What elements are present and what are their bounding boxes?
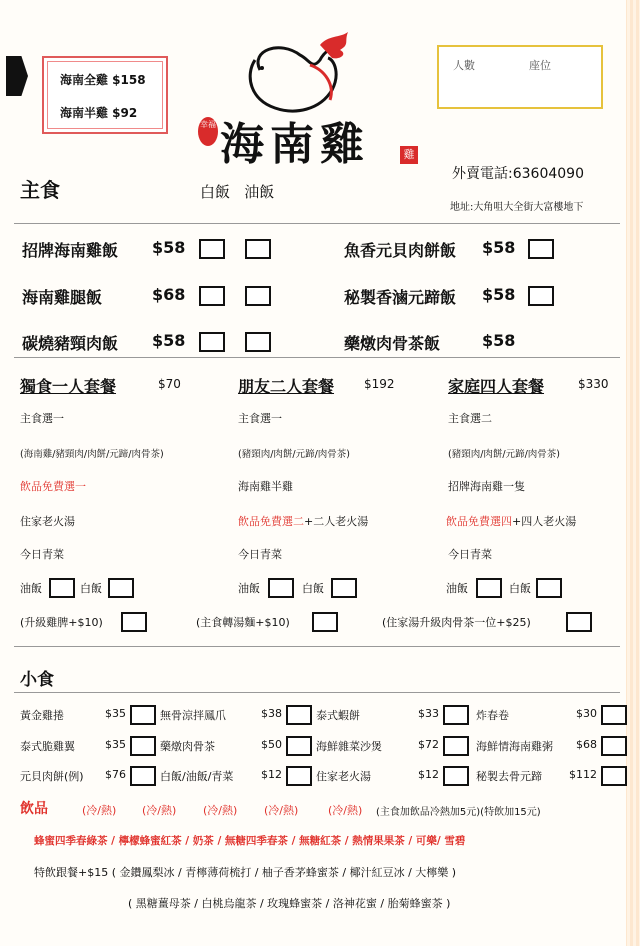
- set-drink-soup: [446, 513, 576, 529]
- checkbox[interactable]: [130, 705, 156, 725]
- checkbox[interactable]: [528, 286, 554, 306]
- address: 地址:大角咀大全街大富樓地下: [450, 202, 584, 213]
- set-line: (海南雞/豬頸肉/肉餅/元蹄/肉骨茶): [20, 449, 164, 460]
- main-item-price: $58: [152, 238, 186, 257]
- checkbox[interactable]: [286, 736, 312, 756]
- set-line: 海南雞半雞: [238, 480, 293, 493]
- checkbox[interactable]: [443, 736, 469, 756]
- snack-price: $12: [261, 768, 282, 781]
- checkbox[interactable]: [121, 612, 147, 632]
- oil-rice-label: 油飯: [446, 582, 468, 595]
- checkbox[interactable]: [331, 578, 357, 598]
- snack-name: 秘製去骨元蹄: [476, 770, 542, 783]
- snack-name: 住家老火湯: [316, 770, 371, 783]
- hot-cold-tag: (冷/熱): [82, 804, 117, 817]
- main-item-price: $58: [482, 285, 516, 304]
- hot-cold-tag: (冷/熱): [264, 804, 299, 817]
- snack-name: 泰式蝦餅: [316, 709, 360, 722]
- snack-price: $33: [418, 707, 439, 720]
- snack-price: $35: [105, 707, 126, 720]
- checkbox[interactable]: [199, 286, 225, 306]
- checkbox[interactable]: [286, 766, 312, 786]
- set-line: 招牌海南雞一隻: [448, 480, 525, 493]
- main-item-price: $68: [152, 285, 186, 304]
- set-soup: +二人老火湯: [304, 515, 369, 528]
- checkbox[interactable]: [566, 612, 592, 632]
- snack-name: 海鮮雜菜沙煲: [316, 740, 382, 753]
- set-line: 今日青菜: [20, 548, 64, 561]
- main-item-name: 海南雞腿飯: [22, 288, 103, 307]
- checkbox[interactable]: [130, 766, 156, 786]
- hot-cold-tag: (冷/熱): [142, 804, 177, 817]
- half-chicken-price: 海南半雞 $92: [60, 106, 138, 120]
- snack-price: $50: [261, 738, 282, 751]
- snack-name: 黃金雞捲: [20, 709, 64, 722]
- checkbox[interactable]: [286, 705, 312, 725]
- snack-price: $12: [418, 768, 439, 781]
- checkbox[interactable]: [108, 578, 134, 598]
- main-item-price: $58: [482, 331, 516, 350]
- brand-side-seal: 雞: [400, 146, 418, 164]
- order-box[interactable]: [437, 45, 603, 109]
- set-upgrade: (主食轉湯麵+$10): [196, 616, 290, 629]
- snack-price: $72: [418, 738, 439, 751]
- checkbox[interactable]: [199, 332, 225, 352]
- set-line: 主食選二: [448, 412, 492, 425]
- checkbox[interactable]: [49, 578, 75, 598]
- set-price: $192: [364, 377, 395, 391]
- white-rice-label: 白飯: [302, 582, 324, 595]
- oil-rice-label: 油飯: [20, 582, 42, 595]
- set-line: (豬頸肉/肉餅/元蹄/肉骨茶): [238, 449, 351, 460]
- set-line: 主食選一: [238, 412, 282, 425]
- checkbox[interactable]: [528, 239, 554, 259]
- snack-name: 泰式脆雞翼: [20, 740, 75, 753]
- checkbox[interactable]: [245, 332, 271, 352]
- snacks-heading: 小食: [20, 670, 54, 690]
- set-title: 獨食一人套餐: [20, 377, 117, 396]
- snack-name: 藥燉肉骨茶: [160, 740, 215, 753]
- oil-rice-label: 油飯: [238, 582, 260, 595]
- set-title: 家庭四人套餐: [448, 377, 545, 396]
- divider: [14, 223, 620, 224]
- set-soup: +四人老火湯: [512, 515, 577, 528]
- rooster-logo-icon: [240, 30, 360, 120]
- mains-rice-options: 白飯 油飯: [200, 183, 275, 201]
- checkbox[interactable]: [443, 766, 469, 786]
- set-line: 今日青菜: [448, 548, 492, 561]
- checkbox[interactable]: [245, 239, 271, 259]
- main-item-name: 藥燉肉骨茶飯: [344, 334, 441, 353]
- set-line: 主食選一: [20, 412, 64, 425]
- main-item-price: $58: [482, 238, 516, 257]
- snack-name: 元貝肉餅(例): [20, 770, 84, 783]
- snack-price: $76: [105, 768, 126, 781]
- set-drink-soup: [238, 513, 368, 529]
- special-drinks: 特飲跟餐+$15 ( 金鑽鳳梨冰 / 青檸薄荷梳打 / 柚子香茅蜂蜜茶 / 椰汁紅豆冰 / 大檸樂 ): [34, 866, 457, 879]
- whole-chicken-price-box: [42, 56, 168, 134]
- white-rice-label: 白飯: [80, 582, 102, 595]
- set-upgrade: (升級雞脾+$10): [20, 616, 103, 629]
- checkbox[interactable]: [245, 286, 271, 306]
- set-price: $70: [158, 377, 181, 391]
- divider: [14, 692, 620, 693]
- set-line: 今日青菜: [238, 548, 282, 561]
- main-item-price: $58: [152, 331, 186, 350]
- checkbox[interactable]: [601, 705, 627, 725]
- whole-chicken-price: 海南全雞 $158: [60, 73, 146, 87]
- checkbox[interactable]: [443, 705, 469, 725]
- hot-cold-tag: (冷/熱): [203, 804, 238, 817]
- checkbox[interactable]: [536, 578, 562, 598]
- checkbox[interactable]: [476, 578, 502, 598]
- set-price: $330: [578, 377, 609, 391]
- main-item-name: 秘製香滷元蹄飯: [344, 288, 457, 307]
- hot-cold-tag: (冷/熱): [328, 804, 363, 817]
- main-item-name: 招牌海南雞飯: [22, 241, 119, 260]
- mains-heading: 主食: [20, 178, 60, 202]
- checkbox[interactable]: [601, 766, 627, 786]
- checkbox[interactable]: [130, 736, 156, 756]
- drinks-list: 蜂蜜四季春綠茶 / 檸檬蜂蜜紅茶 / 奶茶 / 無糖四季春茶 / 無糖紅茶 / 熱情果果茶 / 可樂/ 雪碧: [34, 835, 466, 847]
- snack-name: 白飯/油飯/青菜: [160, 770, 234, 783]
- set-free-drink: 飲品免費選四: [446, 515, 512, 528]
- snack-name: 炸春卷: [476, 709, 509, 722]
- drinks-note: (主食加飲品冷熱加5元)(特飲加15元): [376, 807, 541, 818]
- snack-name: 海鮮情海南雞粥: [476, 740, 553, 753]
- snack-price: $38: [261, 707, 282, 720]
- phone: 外賣電話:63604090: [452, 166, 584, 182]
- main-item-name: 魚香元貝肉餅飯: [344, 241, 457, 260]
- set-line: (豬頸肉/肉餅/元蹄/肉骨茶): [448, 449, 561, 460]
- special-drinks-2: ( 黑糖薑母茶 / 白桃烏龍茶 / 玫瑰蜂蜜茶 / 洛神花蜜 / 胎菊蜂蜜茶 ): [128, 897, 451, 910]
- brand-seal: 幸福: [198, 117, 218, 146]
- set-free-drink: 飲品免費選二: [238, 515, 304, 528]
- white-rice-label: 白飯: [509, 582, 531, 595]
- brand-title: 海南雞: [220, 119, 370, 170]
- main-item-name: 碳燒豬頸肉飯: [22, 334, 119, 353]
- set-upgrade: (住家湯升級肉骨茶一位+$25): [382, 616, 531, 629]
- snack-price: $35: [105, 738, 126, 751]
- black-tab-icon: [6, 56, 28, 96]
- people-label: 人數: [453, 59, 475, 72]
- snack-name: 無骨涼拌鳳爪: [160, 709, 226, 722]
- checkbox[interactable]: [601, 736, 627, 756]
- checkbox[interactable]: [312, 612, 338, 632]
- seat-label: 座位: [529, 59, 551, 72]
- drinks-heading: 飲品: [20, 801, 48, 817]
- checkbox[interactable]: [199, 239, 225, 259]
- snack-price: $112: [569, 768, 597, 781]
- snack-price: $30: [576, 707, 597, 720]
- snack-price: $68: [576, 738, 597, 751]
- divider: [14, 646, 620, 647]
- divider: [14, 357, 620, 358]
- checkbox[interactable]: [268, 578, 294, 598]
- set-free-drink: 飲品免費選一: [20, 480, 86, 493]
- set-title: 朋友二人套餐: [238, 377, 335, 396]
- set-line: 住家老火湯: [20, 515, 75, 528]
